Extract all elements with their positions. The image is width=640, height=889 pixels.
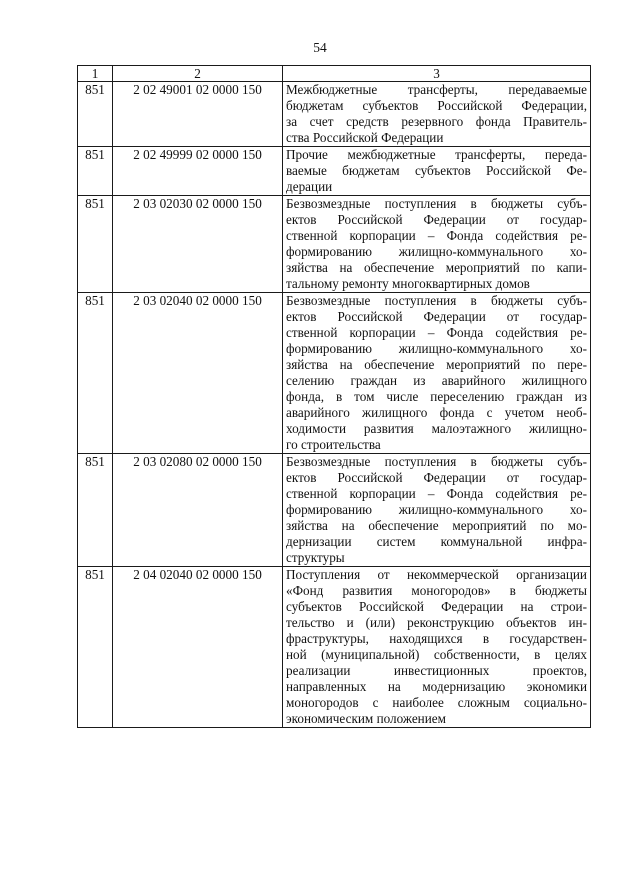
description-line: тельство и (или) реконструкцию объектов ин- <box>286 615 587 630</box>
description-line: ектов Российской Федерации от государ- <box>286 212 587 227</box>
column-header-3: 3 <box>283 66 591 82</box>
description-line: структуры <box>286 550 345 565</box>
description-line: экономическим положением <box>286 711 446 726</box>
description-line: го строительства <box>286 437 381 452</box>
table-row <box>78 147 591 196</box>
budget-code-cell: 2 02 49001 02 0000 150 <box>113 82 283 147</box>
description-line: Поступления от некоммерческой организации <box>286 567 587 582</box>
description-line: моногородов с наиболее сложным социально- <box>286 695 587 710</box>
description-line: формированию жилищно-коммунального хо- <box>286 341 587 356</box>
description-cell <box>283 454 591 567</box>
budget-code-cell: 2 03 02030 02 0000 150 <box>113 196 283 293</box>
table-row <box>78 454 591 567</box>
description-line: направленных на модернизацию экономики <box>286 679 587 694</box>
description-cell <box>283 82 591 147</box>
description-line: формированию жилищно-коммунального хо- <box>286 244 587 259</box>
admin-code-cell: 851 <box>78 454 113 567</box>
description-line: ной (муниципальной) собственности, в целях <box>286 647 587 662</box>
description-line: реализации инвестиционных проектов, <box>286 663 587 678</box>
budget-code-cell: 2 03 02080 02 0000 150 <box>113 454 283 567</box>
description-line: ственной корпорации – Фонда содействия ре- <box>286 325 587 340</box>
description-line: Безвозмездные поступления в бюджеты субъ- <box>286 454 587 469</box>
description-line: селению граждан из аварийного жилищного <box>286 373 587 388</box>
description-line: ектов Российской Федерации от государ- <box>286 309 587 324</box>
budget-code-cell: 2 04 02040 02 0000 150 <box>113 567 283 728</box>
table-row <box>78 196 591 293</box>
budget-code-cell: 2 03 02040 02 0000 150 <box>113 293 283 454</box>
budget-code-cell: 2 02 49999 02 0000 150 <box>113 147 283 196</box>
description-line: «Фонд развития моногородов» в бюджеты <box>286 583 587 598</box>
admin-code-cell: 851 <box>78 82 113 147</box>
description-line: зяйства на обеспечение мероприятий по капи- <box>286 260 587 275</box>
page-number: 54 <box>313 40 327 55</box>
description-cell <box>283 567 591 728</box>
table-row <box>78 82 591 147</box>
description-line: аварийного жилищного фонда с учетом необ- <box>286 405 587 420</box>
budget-codes-table <box>77 65 591 728</box>
description-cell <box>283 147 591 196</box>
description-line: дерации <box>286 179 333 194</box>
table-header-row <box>78 66 591 82</box>
description-line: зяйства на обеспечение мероприятий по мо- <box>286 518 587 533</box>
description-line: ектов Российской Федерации от государ- <box>286 470 587 485</box>
admin-code-cell: 851 <box>78 567 113 728</box>
description-line: фонда, в том числе переселению граждан из <box>286 389 587 404</box>
description-line: Межбюджетные трансферты, передаваемые <box>286 82 587 97</box>
description-line: ваемые бюджетам субъектов Российской Фе- <box>286 163 587 178</box>
description-line: дернизации систем коммунальной инфра- <box>286 534 587 549</box>
description-line: формированию жилищно-коммунального хо- <box>286 502 587 517</box>
column-header-2: 2 <box>113 66 283 82</box>
description-line: ства Российской Федерации <box>286 130 444 145</box>
description-line: Прочие межбюджетные трансферты, переда- <box>286 147 587 162</box>
description-line: Безвозмездные поступления в бюджеты субъ- <box>286 293 587 308</box>
description-line: бюджетам субъектов Российской Федерации, <box>286 98 587 113</box>
description-line: за счет средств резервного фонда Правитель- <box>286 114 587 129</box>
admin-code-cell: 851 <box>78 293 113 454</box>
description-line: Безвозмездные поступления в бюджеты субъ- <box>286 196 587 211</box>
description-cell <box>283 196 591 293</box>
table-row <box>78 567 591 728</box>
description-line: ходимости развития малоэтажного жилищно- <box>286 421 587 436</box>
description-line: зяйства на обеспечение мероприятий по пере- <box>286 357 587 372</box>
table-row <box>78 293 591 454</box>
description-line: фраструктуры, находящихся в государствен- <box>286 631 587 646</box>
description-line: субъектов Российской Федерации на строи- <box>286 599 587 614</box>
description-line: тальному ремонту многоквартирных домов <box>286 276 530 291</box>
column-header-1: 1 <box>78 66 113 82</box>
admin-code-cell: 851 <box>78 196 113 293</box>
description-line: ственной корпорации – Фонда содействия ре- <box>286 486 587 501</box>
description-cell <box>283 293 591 454</box>
description-line: ственной корпорации – Фонда содействия ре- <box>286 228 587 243</box>
admin-code-cell: 851 <box>78 147 113 196</box>
